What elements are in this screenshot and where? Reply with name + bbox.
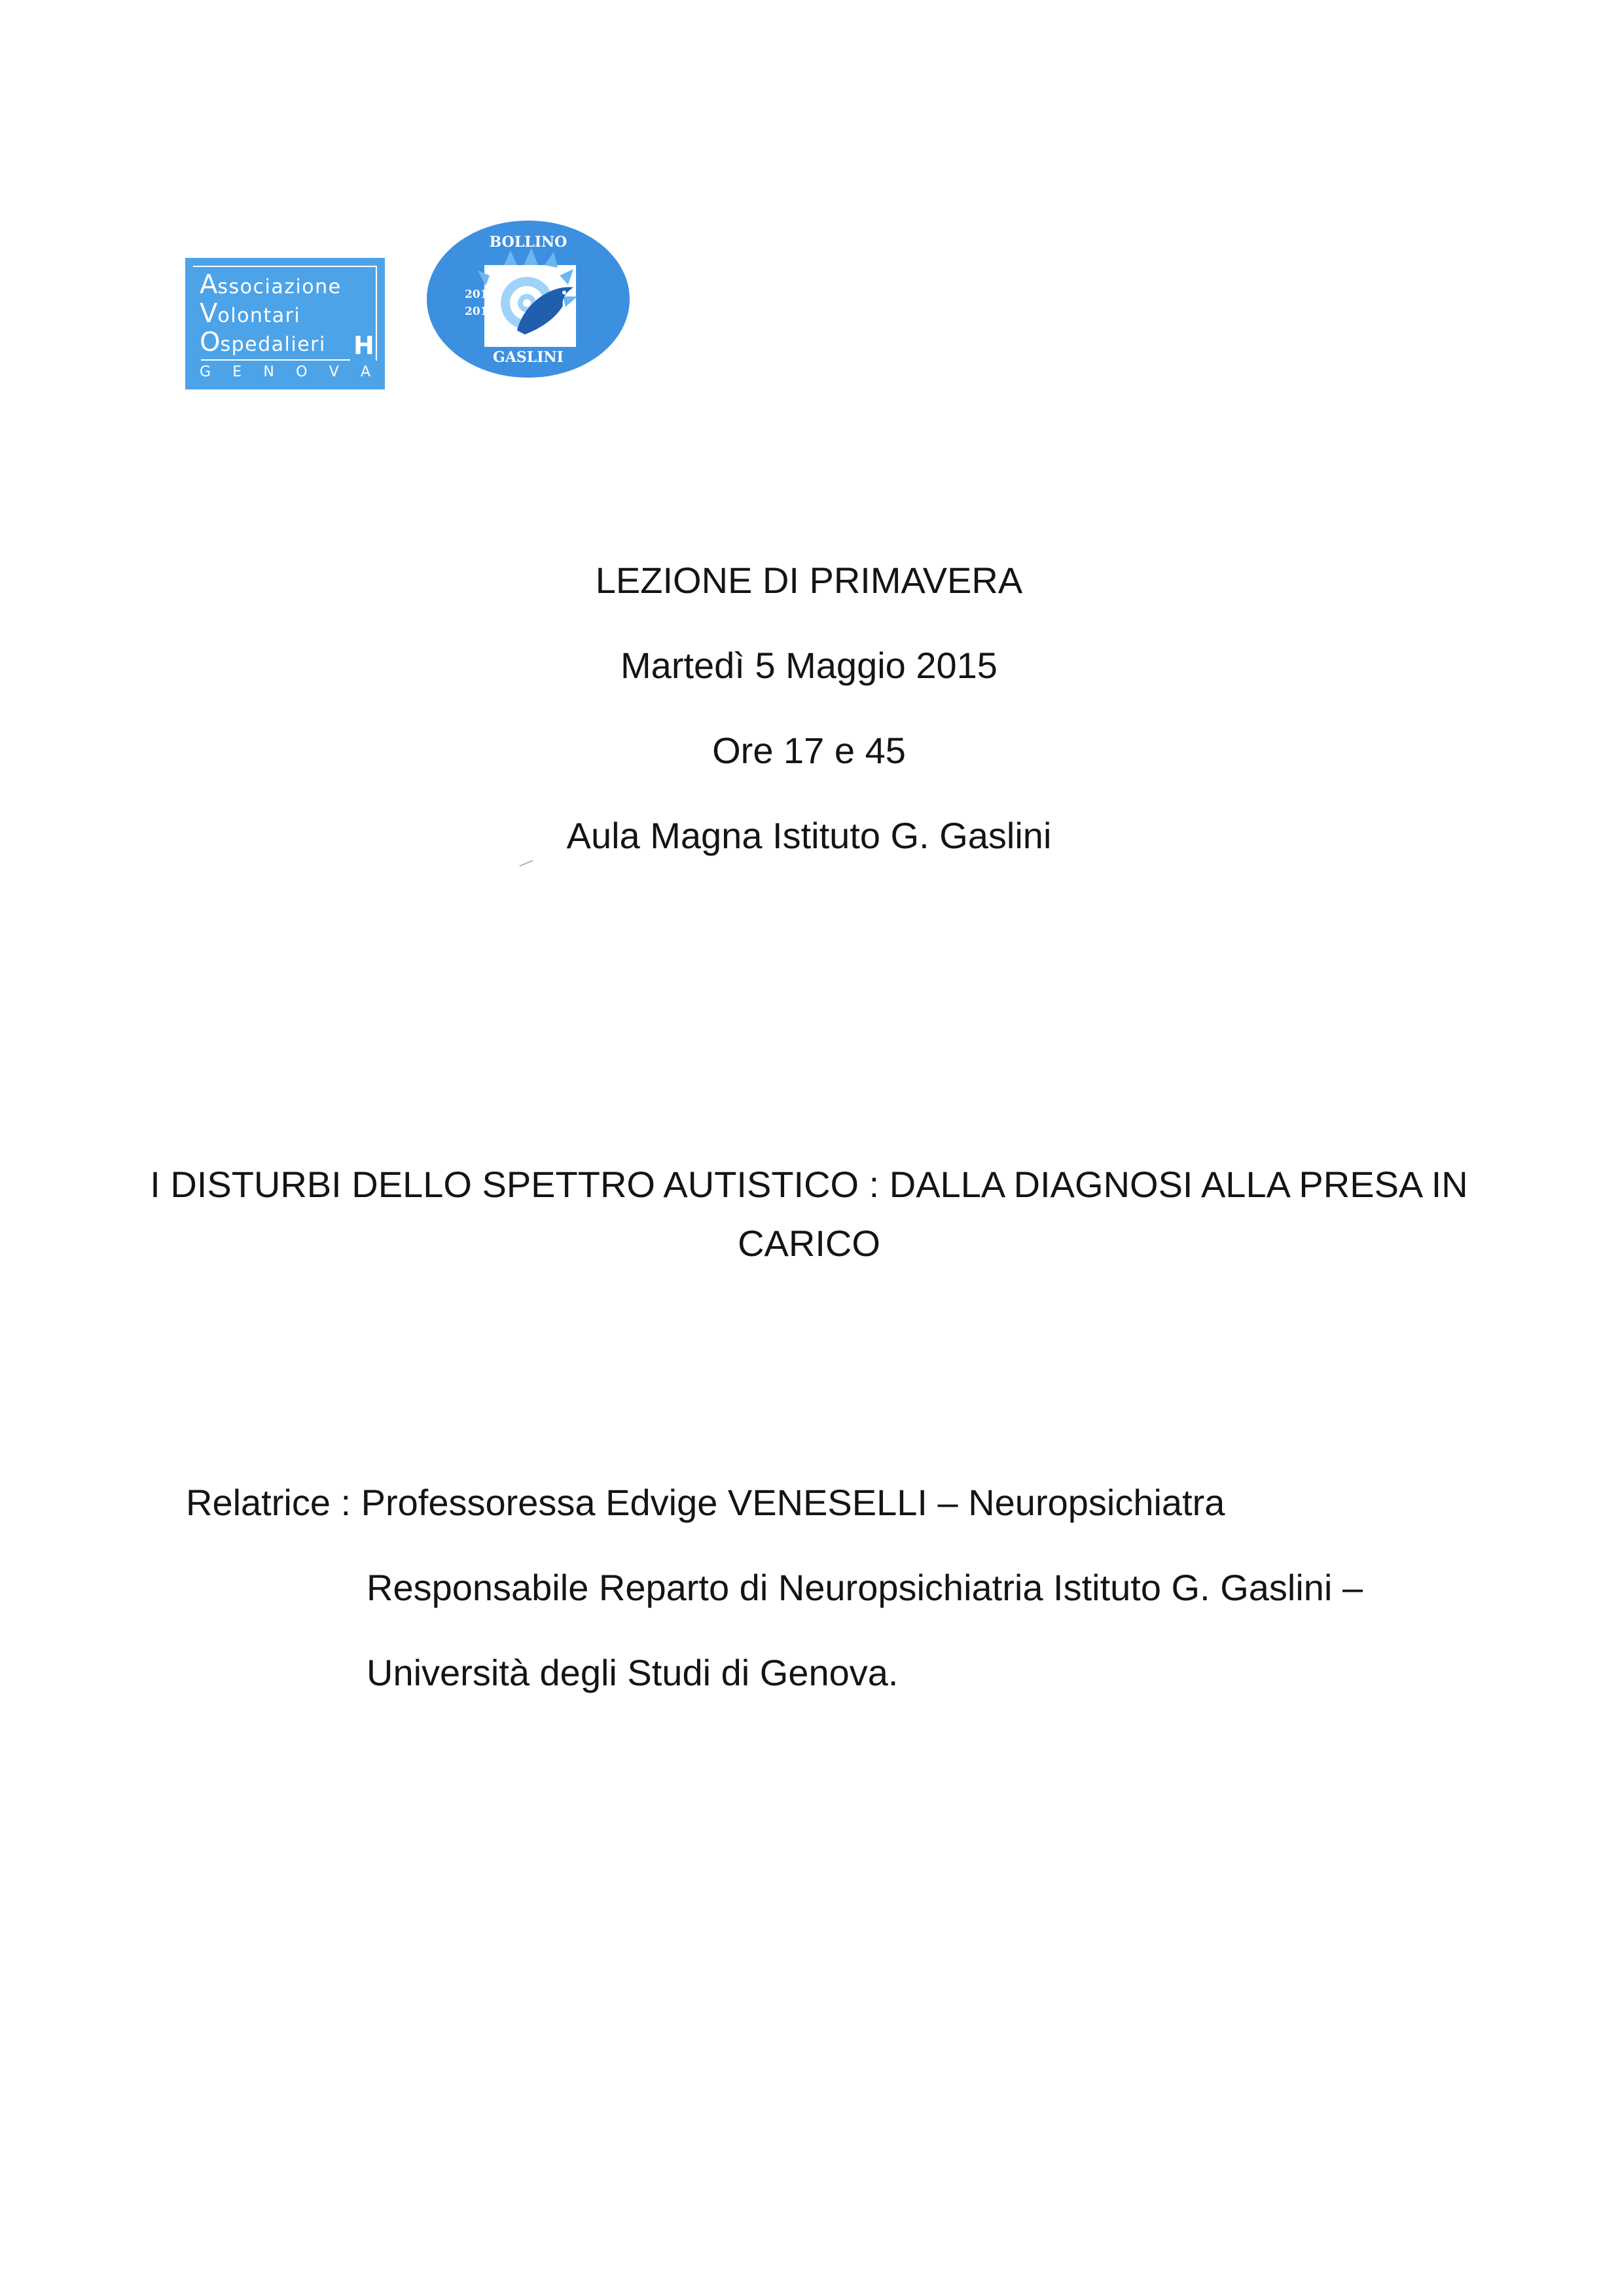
avo-logo-h-mark: H — [353, 331, 374, 360]
event-time: Ore 17 e 45 — [712, 730, 906, 771]
avo-logo — [185, 258, 385, 389]
avo-logo-line-ospedalieri: Ospedalieri — [200, 327, 326, 357]
bollino-gaslini-logo — [425, 219, 632, 380]
scan-mark — [519, 860, 533, 867]
event-place: Aula Magna Istituto G. Gaslini — [566, 815, 1052, 856]
bollino-year-start: 2013 — [465, 288, 496, 301]
avo-logo-line-volontari: Volontari — [200, 298, 301, 329]
avo-logo-underline — [201, 359, 350, 361]
bollino-top-text: BOLLINO — [489, 234, 567, 251]
avo-logo-line-associazione: Associazione — [200, 270, 342, 300]
speaker-line-3: Università degli Studi di Genova. — [367, 1652, 899, 1693]
topic-title-line-1: I DISTURBI DELLO SPETTRO AUTISTICO : DALLA DIAGNOSI ALLA PRESA IN — [150, 1164, 1468, 1205]
event-date: Martedì 5 Maggio 2015 — [620, 645, 998, 686]
speaker-line-2: Responsabile Reparto di Neuropsichiatria Istituto G. Gaslini – — [367, 1567, 1363, 1608]
bollino-year-end: 2015 — [465, 305, 496, 318]
event-title: LEZIONE DI PRIMAVERA — [595, 560, 1023, 601]
topic-title-line-2: CARICO — [738, 1223, 880, 1264]
speaker-line-1: Relatrice : Professoressa Edvige VENESELLI – Neuropsichiatra — [186, 1482, 1225, 1523]
avo-logo-frame — [193, 266, 377, 361]
bollino-bottom-text: GASLINI — [493, 349, 564, 366]
avo-logo-city: G E N O V A — [200, 364, 370, 380]
